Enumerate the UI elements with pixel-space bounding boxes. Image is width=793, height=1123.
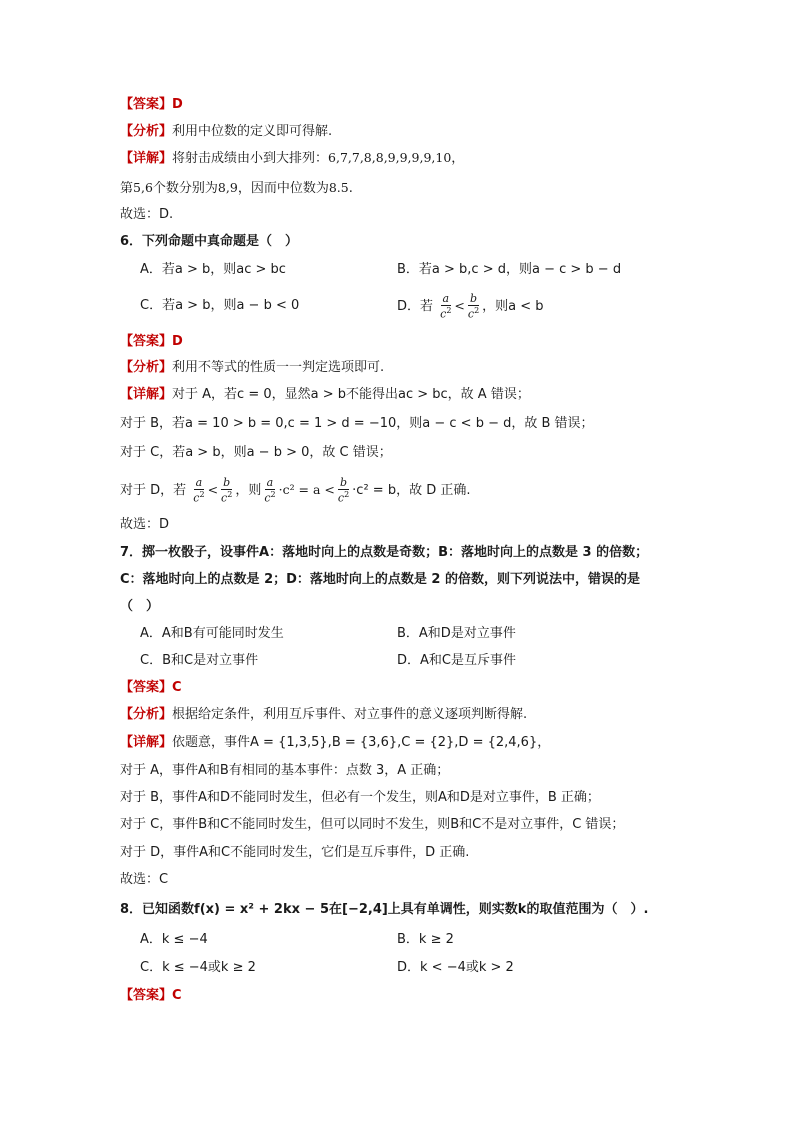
q8-option-d (397, 958, 514, 978)
q6-option-c (140, 296, 299, 316)
question-stem: 8．已知函数f(x) = x² + 2kx − 5在[−2,4]上具有单调性，则实数k的取值范围为（ ）. (120, 902, 649, 917)
q7-detail-a (120, 761, 733, 781)
q8-answer-line (120, 986, 733, 1006)
answer-label: 【答案】 (120, 988, 173, 1003)
detail-sequence: 6,7,7,8,8,9,9,9,9,10 (328, 150, 452, 165)
analysis-label: 【分析】 (120, 360, 173, 375)
detail-text: 对于 D，事件A和C不能同时发生，它们是互斥事件，D 正确. (120, 845, 470, 860)
detail-text: 对于 D，若 (120, 483, 187, 498)
numerator: b (223, 476, 231, 490)
q7-detail-c (120, 815, 733, 835)
q7-stem-line1 (120, 543, 733, 563)
detail-text: 对于 B，事件A和D不能同时发生，但必有一个发生，则A和D是对立事件，B 正确； (120, 790, 600, 805)
question-stem: （ ） (120, 599, 160, 614)
numerator: a (266, 476, 274, 490)
fraction: $\frac{b}{c^2}$ (467, 292, 480, 321)
fraction: $\frac{a}{c^2}$ (264, 476, 276, 505)
option-text: C．若a > b，则a − b < 0 (140, 298, 300, 313)
q6-analysis-line (120, 358, 733, 378)
q5-median-line (120, 178, 733, 199)
option-text: A．A和B有可能同时发生 (140, 626, 284, 641)
q7-detail-line (120, 733, 733, 753)
numerator: a (442, 292, 450, 306)
q7-option-d (397, 651, 516, 671)
question-stem: C：落地时向上的点数是 2；D：落地时向上的点数是 2 的倍数，则下列说法中，错误的是 (120, 572, 641, 587)
option-text: D．若 (397, 299, 434, 314)
math: 5,6 (133, 180, 153, 195)
math: 8.5 (328, 180, 349, 195)
question-stem: 6．下列命题中真命题是（ ） (120, 234, 299, 249)
detail-text: ，则 (235, 483, 262, 498)
answer-value: D (172, 97, 183, 112)
analysis-label: 【分析】 (120, 124, 173, 139)
q7-option-c (140, 651, 258, 671)
q6-option-d: D．若 $\frac{a}{c^2}$ < $\frac{b}{c^2}$ ，则a < b (397, 292, 544, 321)
q7-detail-b (120, 788, 733, 808)
q8-option-c (140, 958, 256, 978)
option-text: A．若a > b，则ac > bc (140, 262, 286, 277)
option-text: D．k < −4或k > 2 (397, 960, 514, 975)
q7-option-b (397, 624, 516, 644)
conclusion-text: 故选：C (120, 872, 169, 887)
q7-conclusion (120, 870, 733, 890)
detail-text: 依题意，事件A = {1,3,5},B = {3,6},C = {2},D = {2,4,6}， (172, 735, 551, 750)
q8-option-b (397, 930, 454, 950)
detail-label: 【详解】 (120, 735, 173, 750)
option-text: B．A和D是对立事件 (397, 626, 516, 641)
detail-text: 对于 C，若a > b，则a − b > 0，故 C 错误； (120, 445, 392, 460)
q7-analysis-line (120, 705, 733, 725)
answer-value: D (172, 334, 183, 349)
answer-value: C (172, 988, 182, 1003)
conclusion-text: 故选：D. (120, 207, 174, 222)
detail-label: 【详解】 (120, 151, 173, 166)
analysis-text: 利用不等式的性质一一判定选项即可. (172, 360, 385, 375)
answer-label: 【答案】 (120, 97, 173, 112)
option-text: C．B和C是对立事件 (140, 653, 259, 668)
text: ，因而中位数为 (237, 181, 329, 196)
q6-stem (120, 232, 733, 252)
q5-analysis-line (120, 122, 733, 142)
q7-stem-line2 (120, 570, 733, 590)
numerator: b (470, 292, 478, 306)
answer-label: 【答案】 (120, 680, 173, 695)
answer-label: 【答案】 (120, 334, 173, 349)
analysis-label: 【分析】 (120, 707, 173, 722)
q6-answer-line (120, 332, 733, 352)
fraction: $\frac{b}{c^2}$ (337, 476, 350, 505)
option-text: C．k ≤ −4或k ≥ 2 (140, 960, 256, 975)
q5-answer-line (120, 95, 733, 115)
q7-detail-d (120, 843, 733, 863)
option-text: A．k ≤ −4 (140, 932, 208, 947)
q7-stem-line3 (120, 597, 733, 617)
q8-option-a (140, 930, 208, 950)
q6-option-b (397, 260, 621, 280)
numerator: b (340, 476, 348, 490)
analysis-text: 利用中位数的定义即可得解. (172, 124, 333, 139)
conclusion-text: 故选：D (120, 517, 170, 532)
q8-stem (120, 900, 733, 920)
math: ·c² = a < (278, 482, 335, 497)
detail-text: 对于 C，事件B和C不能同时发生，但可以同时不发生，则B和C不是对立事件，C 错误； (120, 817, 625, 832)
math: 8,9 (217, 180, 238, 195)
option-text: ，则a < b (482, 299, 544, 314)
q6-detail-c (120, 443, 733, 463)
q5-detail-line: 【详解】将射击成绩由小到大排列：6,7,7,8,8,9,9,9,9,10， (120, 150, 465, 166)
text: . (348, 181, 353, 196)
q6-detail-a (120, 385, 733, 405)
detail-text: 将射击成绩由小到大排列： (172, 151, 329, 166)
detail-text: 对于 A，事件A和B有相同的基本事件：点数 3，A 正确； (120, 763, 450, 778)
numerator: a (195, 476, 203, 490)
detail-label: 【详解】 (120, 387, 173, 402)
q6-option-a (140, 260, 286, 280)
option-text: B．k ≥ 2 (397, 932, 454, 947)
text: 个数分别为 (152, 181, 218, 196)
q5-conclusion (120, 205, 733, 225)
option-text: D．A和C是互斥事件 (397, 653, 516, 668)
q7-answer-line (120, 678, 733, 698)
q6-detail-b (120, 414, 733, 434)
detail-text: ·c² = b，故 D 正确. (352, 483, 471, 498)
question-stem: 7．掷一枚骰子，设事件A：落地时向上的点数是奇数；B：落地时向上的点数是 3 的倍数； (120, 545, 649, 560)
detail-text: 对于 A，若c = 0，显然a > b不能得出ac > bc，故 A 错误； (172, 387, 530, 402)
fraction: $\frac{a}{c^2}$ (440, 292, 452, 321)
fraction: $\frac{b}{c^2}$ (221, 476, 233, 505)
q6-conclusion (120, 515, 733, 535)
detail-text: 对于 B，若a = 10 > b = 0,c = 1 > d = −10，则a − c < b − d，故 B 错误； (120, 416, 594, 431)
q7-option-a (140, 624, 284, 644)
q6-detail-d: 对于 D，若 $\frac{a}{c^2}$ < $\frac{b}{c^2}$ ，则 $\frac{a}{c^2}$ ·c² = a < $\frac{b}{c^2}$ ·c² = b，故 D 正确. (120, 476, 471, 505)
analysis-text: 根据给定条件，利用互斥事件、对立事件的意义逐项判断得解. (172, 707, 528, 722)
fraction: $\frac{a}{c^2}$ (193, 476, 205, 505)
text: 第 (120, 181, 134, 196)
answer-value: C (172, 680, 182, 695)
option-text: B．若a > b,c > d，则a − c > b − d (397, 262, 622, 277)
